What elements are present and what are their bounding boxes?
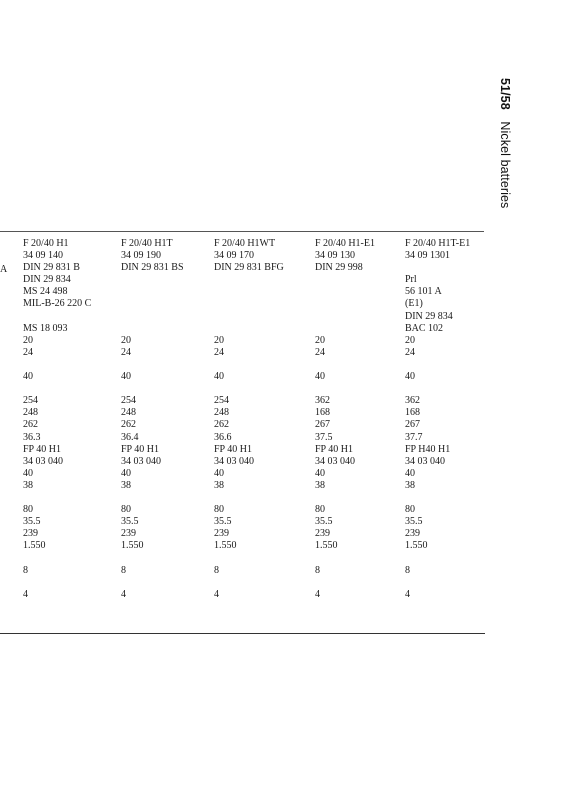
spec-value [315, 383, 375, 395]
standard-ref: MIL-B-26 220 C [23, 298, 92, 310]
part-number: 34 09 140 [23, 250, 63, 262]
spec-value: 168 [315, 407, 330, 419]
spec-value: 40 [121, 371, 131, 383]
spec-value: 40 [23, 371, 33, 383]
spec-value [214, 383, 284, 395]
standard-ref [121, 274, 184, 286]
spec-value: 24 [214, 346, 224, 358]
spec-value: 168 [405, 407, 420, 419]
spec-value: 254 [23, 395, 38, 407]
standard-ref: DIN 29 831 B [23, 262, 80, 274]
part-number: 34 09 1301 [405, 250, 450, 262]
spec-value: 254 [214, 395, 229, 407]
spec-value: 239 [23, 528, 38, 540]
standard-ref [121, 311, 184, 323]
part-number: 34 09 170 [214, 250, 254, 262]
standard-ref: MS 24 498 [23, 286, 68, 298]
page-number: 51/58 [498, 78, 512, 110]
spec-value: 1.550 [405, 540, 428, 552]
standard-ref [315, 298, 375, 310]
spec-value: 267 [405, 419, 420, 431]
spec-value: 34 03 040 [23, 455, 63, 467]
spec-value: 1.550 [315, 540, 338, 552]
spec-value [23, 577, 91, 589]
spec-value: 4 [405, 588, 410, 600]
spec-value: 37.5 [315, 431, 333, 443]
spec-value: 34 03 040 [315, 455, 355, 467]
table-top-rule [0, 231, 484, 232]
standard-ref [315, 323, 375, 335]
standard-ref [405, 262, 470, 274]
spec-value: 20 [405, 334, 415, 346]
standard-ref [315, 274, 375, 286]
spec-value: 362 [405, 395, 420, 407]
standard-ref: MS 18 093 [23, 322, 68, 334]
spec-value [121, 383, 184, 395]
spec-value: 239 [214, 528, 229, 540]
battery-designation: F 20/40 H1-E1 [315, 238, 375, 249]
spec-value: 34 03 040 [405, 455, 445, 467]
battery-designation: F 20/40 H1T-E1 [405, 238, 471, 249]
spec-value: FP H40 H1 [405, 443, 451, 455]
table-column [23, 238, 91, 601]
spec-value [121, 359, 184, 371]
spec-value: 8 [405, 564, 410, 576]
spec-value: 4 [121, 588, 126, 600]
spec-value: 40 [315, 371, 325, 383]
spec-value: 38 [315, 479, 325, 491]
spec-value: 4 [23, 588, 28, 600]
spec-value: FP 40 H1 [214, 443, 252, 455]
spec-value: 35.5 [121, 516, 139, 528]
spec-value: 254 [121, 395, 136, 407]
standard-ref: BAC 102 [405, 322, 444, 334]
standard-ref: DIN 29 998 [315, 262, 363, 274]
battery-designation: F 20/40 H1WT [214, 238, 276, 249]
spec-value: 24 [315, 346, 325, 358]
spec-value: 267 [315, 419, 330, 431]
standard-ref: DIN 29 831 BS [121, 262, 184, 274]
spec-value: 239 [315, 528, 330, 540]
spec-value: 20 [315, 334, 325, 346]
spec-value: 4 [214, 588, 219, 600]
spec-value: FP 40 H1 [315, 443, 353, 455]
spec-value [315, 577, 375, 589]
battery-designation: F 20/40 H1T [121, 238, 173, 249]
page-header [498, 78, 512, 208]
spec-value: 40 [405, 371, 415, 383]
spec-value: 40 [214, 467, 224, 479]
spec-value [405, 492, 470, 504]
standard-ref [121, 298, 184, 310]
standard-ref: Prl [405, 274, 417, 286]
part-number: 34 09 190 [121, 250, 161, 262]
standard-ref: (E1) [405, 298, 423, 310]
spec-value: 38 [23, 479, 33, 491]
spec-value: 262 [214, 419, 229, 431]
spec-value: 37.7 [405, 431, 423, 443]
spec-value: 38 [121, 479, 131, 491]
spec-value: 38 [214, 479, 224, 491]
spec-value: 1.550 [214, 540, 237, 552]
spec-value: 8 [121, 564, 126, 576]
spec-value: 34 03 040 [214, 455, 254, 467]
standard-ref [214, 286, 284, 298]
spec-value: 80 [121, 504, 131, 516]
spec-value: 40 [405, 467, 415, 479]
spec-value: FP 40 H1 [121, 443, 159, 455]
spec-value [214, 492, 284, 504]
spec-value [121, 577, 184, 589]
spec-value: 4 [315, 588, 320, 600]
standard-ref: DIN 29 831 BFG [214, 262, 284, 274]
standard-ref [315, 286, 375, 298]
standard-ref [121, 323, 184, 335]
spec-value: 8 [23, 564, 28, 576]
spec-value: FP 40 H1 [23, 443, 61, 455]
spec-value [405, 383, 470, 395]
spec-value: 80 [405, 504, 415, 516]
standard-ref [121, 286, 184, 298]
standard-ref [214, 274, 284, 286]
standard-ref [214, 298, 284, 310]
spec-value: 40 [315, 467, 325, 479]
spec-value [121, 552, 184, 564]
spec-value: 239 [405, 528, 420, 540]
spec-value: 35.5 [23, 516, 41, 528]
table-column [214, 238, 284, 601]
table-column [405, 238, 470, 601]
spec-value: 34 03 040 [121, 455, 161, 467]
spec-value: 24 [405, 346, 415, 358]
spec-value [23, 492, 91, 504]
standard-ref: DIN 29 834 [23, 274, 71, 286]
spec-value: 35.5 [315, 516, 333, 528]
spec-value: 35.5 [405, 516, 423, 528]
spec-value: 248 [23, 407, 38, 419]
spec-value: 40 [23, 467, 33, 479]
cropped-column-fragment: A [0, 264, 8, 275]
standard-ref [214, 323, 284, 335]
spec-value [214, 359, 284, 371]
spec-value: 20 [214, 334, 224, 346]
spec-value: 248 [121, 407, 136, 419]
spec-value [405, 577, 470, 589]
spec-value: 40 [214, 371, 224, 383]
spec-value: 24 [23, 346, 33, 358]
standard-ref: DIN 29 834 [405, 310, 453, 322]
spec-value: 262 [121, 419, 136, 431]
section-title: Nickel batteries [498, 121, 512, 209]
spec-value: 8 [315, 564, 320, 576]
table-column [315, 238, 375, 601]
spec-value [23, 359, 91, 371]
spec-value [214, 552, 284, 564]
spec-value: 40 [121, 467, 131, 479]
spec-value: 36.4 [121, 431, 139, 443]
spec-value [315, 552, 375, 564]
spec-value: 80 [214, 504, 224, 516]
standard-ref [315, 311, 375, 323]
standard-ref [214, 311, 284, 323]
spec-value: 1.550 [23, 540, 46, 552]
spec-value: 80 [315, 504, 325, 516]
spec-value [121, 492, 184, 504]
spec-value [23, 552, 91, 564]
part-number: 34 09 130 [315, 250, 355, 262]
table-bottom-rule [0, 633, 485, 634]
spec-value: 239 [121, 528, 136, 540]
spec-value: 24 [121, 346, 131, 358]
spec-value [405, 359, 470, 371]
spec-value: 20 [23, 334, 33, 346]
spec-value: 362 [315, 395, 330, 407]
table-column [121, 238, 184, 601]
battery-designation: F 20/40 H1 [23, 238, 69, 249]
spec-value: 36.6 [214, 431, 232, 443]
spec-value [214, 577, 284, 589]
spec-value: 80 [23, 504, 33, 516]
spec-value [23, 383, 91, 395]
standard-ref [23, 311, 91, 323]
spec-value: 1.550 [121, 540, 144, 552]
spec-value [405, 552, 470, 564]
spec-value: 8 [214, 564, 219, 576]
spec-value: 35.5 [214, 516, 232, 528]
spec-value: 20 [121, 334, 131, 346]
spec-value: 248 [214, 407, 229, 419]
spec-value [315, 359, 375, 371]
spec-value [315, 492, 375, 504]
standard-ref: 56 101 A [405, 286, 442, 298]
spec-value: 262 [23, 419, 38, 431]
spec-value: 38 [405, 479, 415, 491]
spec-value: 36.3 [23, 431, 41, 443]
